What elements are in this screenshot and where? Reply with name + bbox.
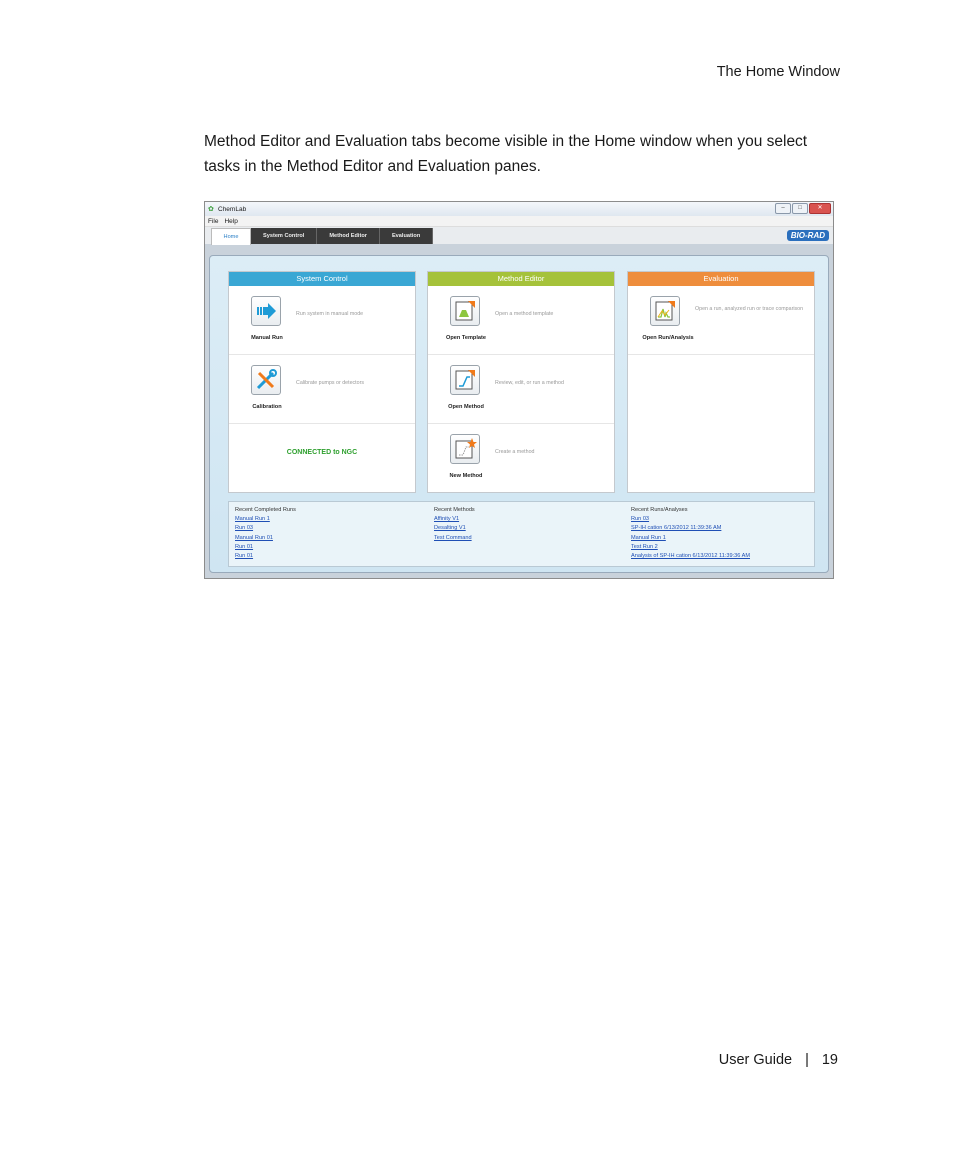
home-content: [209, 255, 829, 573]
page-number: 19: [821, 1052, 838, 1068]
recent-runs-heading: Recent Completed Runs: [235, 507, 296, 513]
bio-rad-logo: BIO-RAD: [787, 230, 829, 241]
pane-title: System Control: [229, 272, 415, 286]
menu-bar: [205, 216, 833, 227]
manual-run-label: Manual Run: [251, 335, 283, 341]
recent-method-link[interactable]: Affinity V1: [434, 516, 460, 523]
tab-bar: [205, 227, 833, 244]
open-run-row: [628, 286, 814, 355]
open-run-button[interactable]: [650, 296, 680, 326]
open-method-desc: Review, edit, or run a method: [495, 380, 564, 386]
recent-analyses-heading: Recent Runs/Analyses: [631, 507, 688, 513]
recent-run-link[interactable]: Run 01: [235, 543, 254, 550]
new-method-desc: Create a method: [495, 449, 535, 455]
calibration-desc: Calibrate pumps or detectors: [296, 380, 365, 386]
menu-file[interactable]: File: [208, 217, 219, 225]
manual-run-desc: Run system in manual mode: [296, 311, 364, 317]
footer-separator: |: [805, 1052, 809, 1068]
pane-title: Method Editor: [428, 272, 614, 286]
recent-runs-column: [235, 506, 296, 561]
minimize-button[interactable]: –: [775, 203, 791, 214]
template-icon: [453, 299, 477, 323]
open-method-button[interactable]: [450, 365, 480, 395]
recent-analyses-column: [631, 506, 750, 561]
pane-title: Evaluation: [628, 272, 814, 286]
calibration-label: Calibration: [252, 404, 282, 410]
manual-run-row: [229, 286, 415, 355]
new-method-label: New Method: [449, 473, 483, 479]
recent-run-link[interactable]: Manual Run 01: [235, 534, 273, 541]
maximize-button[interactable]: □: [792, 203, 808, 214]
recent-methods-heading: Recent Methods: [434, 507, 475, 513]
calibration-row: [229, 355, 415, 424]
tab-home[interactable]: Home: [211, 228, 251, 245]
page-footer: [719, 1052, 838, 1068]
new-method-button[interactable]: [450, 434, 480, 464]
window-controls: [775, 203, 831, 214]
evaluation-pane: [627, 271, 815, 493]
method-icon: [453, 368, 477, 392]
new-method-icon: [453, 437, 477, 461]
open-run-label: Open Run/Analysis: [642, 335, 694, 341]
recent-panel: [228, 501, 815, 567]
connection-row: [229, 424, 415, 492]
recent-analysis-link[interactable]: SP-IH cation 6/13/2012 11:39:36 AM: [631, 525, 722, 532]
tab-evaluation[interactable]: Evaluation: [380, 228, 433, 244]
system-control-pane: [228, 271, 416, 493]
menu-help[interactable]: Help: [224, 217, 238, 225]
recent-methods-column: [434, 506, 475, 543]
recent-analysis-link[interactable]: Test Run 2: [631, 543, 658, 550]
recent-run-link[interactable]: Run 01: [235, 553, 254, 560]
open-run-desc: Open a run, analyzed run or trace comparison: [695, 306, 804, 312]
tab-method-editor[interactable]: Method Editor: [317, 228, 380, 244]
app-title: ChemLab: [218, 205, 247, 213]
new-method-row: [428, 424, 614, 492]
recent-method-link[interactable]: Desalting V1: [434, 525, 466, 532]
footer-guide: User Guide: [718, 1052, 793, 1068]
recent-analysis-link[interactable]: Run 03: [631, 516, 650, 523]
close-button[interactable]: ✕: [809, 203, 831, 214]
open-template-label: Open Template: [446, 335, 486, 341]
tab-system-control[interactable]: System Control: [251, 228, 317, 244]
intro-paragraph: Method Editor and Evaluation tabs become visible in the Home window when you select tasks in the Method Editor and Evaluation panes.: [204, 133, 808, 175]
open-method-label: Open Method: [448, 404, 484, 410]
recent-run-link[interactable]: Manual Run 1: [235, 516, 270, 523]
arrow-right-icon: [254, 299, 278, 323]
wrench-screwdriver-icon: [254, 368, 278, 392]
open-template-button[interactable]: [450, 296, 480, 326]
manual-run-button[interactable]: [251, 296, 281, 326]
method-editor-pane: [427, 271, 615, 493]
open-template-row: [428, 286, 614, 355]
running-head: The Home Window: [716, 64, 840, 80]
title-bar: [205, 202, 833, 216]
chromatogram-icon: [653, 299, 677, 323]
open-method-row: [428, 355, 614, 424]
calibration-button[interactable]: [251, 365, 281, 395]
chemlab-screenshot: [204, 201, 834, 579]
recent-run-link[interactable]: Run 03: [235, 525, 254, 532]
recent-method-link[interactable]: Test Command: [434, 534, 472, 541]
connection-status: CONNECTED to NGC: [286, 449, 358, 456]
recent-analysis-link[interactable]: Manual Run 1: [631, 534, 666, 541]
recent-analysis-link[interactable]: Analysis of SP-IH cation 6/13/2012 11:39:36 AM: [631, 553, 750, 560]
app-icon: ✿: [208, 205, 214, 213]
open-template-desc: Open a method template: [495, 311, 554, 317]
